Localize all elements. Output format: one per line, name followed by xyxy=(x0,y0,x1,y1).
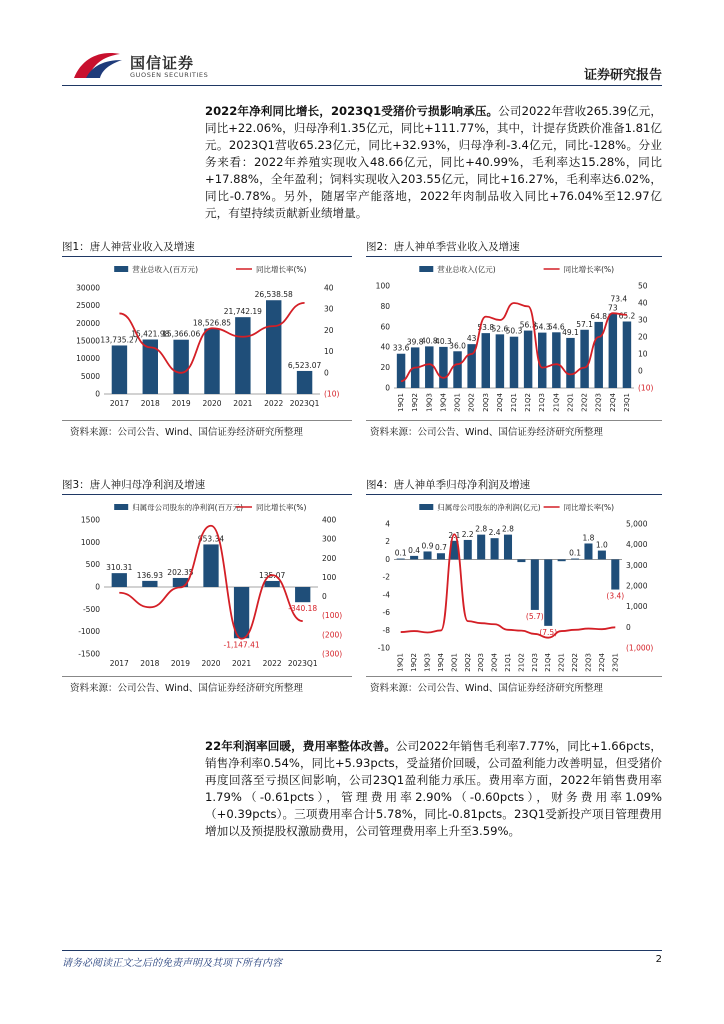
bar xyxy=(609,314,617,388)
y-left-tick: 2 xyxy=(385,537,390,547)
data-label: 0.1 xyxy=(394,548,407,558)
legend-bar-swatch xyxy=(419,266,433,272)
figure-2-rule xyxy=(366,256,662,257)
data-label: 136.93 xyxy=(136,570,163,580)
x-tick-label: 22Q3 xyxy=(584,653,593,672)
paragraph-lead: 22年利润率回暖，费用率整体改善。 xyxy=(205,739,396,753)
legend-bar-swatch xyxy=(114,266,128,272)
figure-3-chart xyxy=(62,496,352,674)
data-label: 54.6 xyxy=(548,322,565,332)
x-tick-label: 20Q4 xyxy=(495,393,504,412)
data-label: 2.8 xyxy=(475,524,488,534)
data-label: 40.8 xyxy=(420,336,438,346)
y-left-tick: -500 xyxy=(82,604,100,614)
legend-bar-swatch xyxy=(419,504,433,510)
data-label: (5.7) xyxy=(525,611,544,621)
figure-4-source-rule xyxy=(366,676,662,677)
legend-line-label: 同比增长率(%) xyxy=(563,265,615,274)
x-tick-label: 20Q1 xyxy=(453,393,462,412)
guosen-logo xyxy=(72,48,272,84)
x-tick-label: 2020 xyxy=(201,659,221,668)
data-label: 0.9 xyxy=(421,541,434,551)
x-tick-label: 22Q2 xyxy=(580,393,589,412)
x-tick-label: 2018 xyxy=(140,659,160,668)
figure-2-chart xyxy=(366,258,662,418)
data-label: 50.3 xyxy=(505,326,523,336)
bar xyxy=(623,321,631,388)
y-right-tick: 0 xyxy=(626,622,631,632)
legend-bar-label: 归属母公司股东的净利润(百万元) xyxy=(132,503,244,512)
y-left-tick: -1500 xyxy=(78,649,100,659)
data-label: 43 xyxy=(466,334,477,344)
data-label: 39.8 xyxy=(406,337,424,347)
bar xyxy=(477,535,485,560)
figure-1-chart xyxy=(62,258,352,418)
x-tick-label: 19Q2 xyxy=(411,393,420,412)
x-tick-label: 2021 xyxy=(233,399,253,408)
bar xyxy=(496,334,504,388)
data-label: 36.0 xyxy=(449,341,466,351)
y-left-tick: 15000 xyxy=(76,336,100,346)
bar xyxy=(397,559,405,560)
x-tick-label: 21Q2 xyxy=(517,653,526,672)
y-left-tick: 80 xyxy=(380,301,390,311)
y-right-tick: 2,000 xyxy=(626,581,648,591)
report-type-label: 证券研究报告 xyxy=(583,68,662,83)
y-left-tick: 25000 xyxy=(76,301,100,311)
y-left-tick: 5000 xyxy=(80,371,100,381)
c4-legend xyxy=(419,502,614,512)
figure-3-title: 图3：唐人神归母净利润及增速 xyxy=(62,479,206,491)
x-tick-label: 2019 xyxy=(171,399,191,408)
x-tick-label: 19Q2 xyxy=(410,653,419,672)
paragraph-revenue-summary xyxy=(205,103,662,222)
legend-line-label: 同比增长率(%) xyxy=(563,503,615,512)
y-left-tick: -2 xyxy=(382,572,390,582)
y-right-tick: 100 xyxy=(322,572,337,582)
x-tick-label: 21Q3 xyxy=(538,393,547,412)
bar xyxy=(203,544,218,587)
c3-svg xyxy=(62,496,352,674)
y-left-tick: 100 xyxy=(375,281,390,291)
x-tick-label: 2023Q1 xyxy=(289,399,320,408)
y-right-tick: 30 xyxy=(324,304,334,314)
x-tick-label: 22Q4 xyxy=(608,393,617,412)
c1-legend xyxy=(114,264,306,274)
c2-legend xyxy=(419,264,614,274)
figure-2-source-rule xyxy=(366,420,662,421)
bar xyxy=(524,331,532,388)
bar xyxy=(598,551,606,560)
y-right-tick: 0 xyxy=(322,592,327,602)
figure-3-source: 资料来源：公司公告、Wind、国信证券经济研究所整理 xyxy=(70,683,303,694)
x-tick-label: 2017 xyxy=(109,659,129,668)
data-label: 56.3 xyxy=(519,320,537,330)
bar xyxy=(566,338,574,388)
legend-bar-label: 归属母公司股东的净利润(亿元) xyxy=(437,503,541,512)
x-tick-label: 21Q1 xyxy=(504,653,512,672)
x-tick-label: 2022 xyxy=(262,659,282,668)
data-label: -340.18 xyxy=(288,604,318,614)
bar xyxy=(410,556,418,560)
y-right-tick: 300 xyxy=(322,534,337,544)
legend-bar-swatch xyxy=(114,504,128,510)
figure-4-chart xyxy=(366,496,662,674)
data-label: 0.7 xyxy=(434,543,447,553)
logo-text-en: GUOSEN SECURITIES xyxy=(130,71,209,79)
figure-2-source: 资料来源：公司公告、Wind、国信证券经济研究所整理 xyxy=(370,427,603,438)
figure-1-source: 资料来源：公司公告、Wind、国信证券经济研究所整理 xyxy=(70,427,303,438)
y-left-tick: 0 xyxy=(95,389,100,399)
x-tick-label: 20Q1 xyxy=(450,653,459,672)
y-left-tick: 60 xyxy=(380,322,390,332)
bar xyxy=(297,371,312,394)
data-label: 33.6 xyxy=(392,343,410,353)
y-right-tick: 400 xyxy=(322,515,337,525)
data-label: 18,526.85 xyxy=(192,318,232,328)
bar xyxy=(510,337,518,388)
x-tick-label: 23Q1 xyxy=(622,393,631,412)
logo-text-cn: 国信证券 xyxy=(130,54,195,72)
data-label: 52.6 xyxy=(491,324,509,334)
data-label: -1,147.41 xyxy=(223,640,260,650)
y-right-tick: 5,000 xyxy=(626,519,648,529)
bar xyxy=(397,354,405,388)
bar xyxy=(584,543,592,559)
y-right-tick: (100) xyxy=(322,611,343,621)
y-left-tick: -1000 xyxy=(78,627,100,637)
data-label: 2.2 xyxy=(461,529,474,539)
data-label: 15,366.06 xyxy=(162,329,201,339)
bar xyxy=(453,351,461,388)
data-label: 310.31 xyxy=(106,563,133,573)
y-left-tick: 40 xyxy=(380,342,390,352)
x-tick-label: 20Q3 xyxy=(477,653,486,672)
bar xyxy=(235,317,250,394)
x-tick-label: 21Q4 xyxy=(544,653,553,672)
data-label: 54.3 xyxy=(533,322,551,332)
x-tick-label: 2023Q1 xyxy=(287,659,318,668)
c2-svg xyxy=(366,258,662,418)
y-right-tick: (1,000) xyxy=(626,643,654,653)
bar xyxy=(295,587,310,602)
y-left-tick: 500 xyxy=(85,560,100,570)
y-right-tick: 20 xyxy=(324,325,334,335)
x-tick-label: 19Q4 xyxy=(436,653,445,672)
legend-bar-label: 营业总收入(百万元) xyxy=(132,265,199,274)
bar xyxy=(611,559,619,589)
y-left-tick: 20000 xyxy=(76,318,100,328)
data-label: 1.0 xyxy=(595,540,608,550)
bar xyxy=(425,346,433,388)
figure-4-rule xyxy=(366,494,662,495)
y-right-tick: (200) xyxy=(322,630,343,640)
guosen-logo-icon xyxy=(72,48,124,82)
figure-1-source-rule xyxy=(62,420,352,421)
data-label: 57.1 xyxy=(576,319,593,329)
data-label: 65.2 xyxy=(618,311,636,321)
y-left-tick: 1000 xyxy=(80,537,100,547)
bar xyxy=(552,332,560,388)
data-label: 2.8 xyxy=(502,524,514,534)
c4-svg xyxy=(366,496,662,674)
figure-4-source: 资料来源：公司公告、Wind、国信证券经济研究所整理 xyxy=(370,683,603,694)
header-divider xyxy=(62,85,662,86)
bar xyxy=(544,559,552,625)
bar xyxy=(112,345,127,394)
bar xyxy=(482,333,490,388)
y-left-tick: 10000 xyxy=(76,354,100,364)
data-label: 202.35 xyxy=(167,567,194,577)
bar xyxy=(504,535,512,560)
y-left-tick: 0 xyxy=(385,554,390,564)
c1-svg xyxy=(62,258,352,418)
x-tick-label: 19Q3 xyxy=(423,653,432,672)
bar xyxy=(580,330,588,388)
legend-line-label: 同比增长率(%) xyxy=(256,503,307,512)
bar xyxy=(571,559,579,560)
bar xyxy=(234,587,249,638)
y-right-tick: 0 xyxy=(324,368,329,378)
footer-divider xyxy=(62,950,662,951)
data-label: 0.4 xyxy=(408,545,421,555)
y-left-tick: 20 xyxy=(380,363,390,373)
y-right-tick: 40 xyxy=(324,283,334,293)
data-label: 2.4 xyxy=(488,528,501,538)
x-tick-label: 2017 xyxy=(109,399,129,408)
bar xyxy=(204,329,219,394)
data-label: 0.1 xyxy=(569,548,582,558)
y-right-tick: (10) xyxy=(638,383,654,393)
x-tick-label: 23Q1 xyxy=(611,653,620,672)
y-right-tick: 1,000 xyxy=(626,602,648,612)
data-label: 73 xyxy=(608,303,618,313)
y-left-tick: -10 xyxy=(377,643,390,653)
data-label: 21,742.19 xyxy=(223,307,262,317)
data-label: 6,523.07 xyxy=(287,360,322,370)
data-label: 953.34 xyxy=(197,534,225,544)
x-tick-label: 22Q1 xyxy=(566,393,575,412)
x-tick-label: 20Q2 xyxy=(463,653,472,672)
bar xyxy=(464,540,472,559)
y-right-tick: (300) xyxy=(322,649,343,659)
data-label: (7.5) xyxy=(539,627,558,637)
footer-disclaimer: 请务必阅读正文之后的免责声明及其项下所有内容 xyxy=(62,958,282,969)
legend-bar-label: 营业总收入(亿元) xyxy=(437,265,496,274)
y-left-tick: -8 xyxy=(382,625,390,635)
y-right-tick: (10) xyxy=(324,389,340,399)
bar xyxy=(437,553,445,559)
x-tick-label: 21Q3 xyxy=(530,653,539,672)
y-right-tick: 200 xyxy=(322,553,337,563)
data-label: 64.8 xyxy=(590,311,608,321)
bar xyxy=(517,559,525,562)
figure-4-title: 图4：唐人神单季归母净利润及增速 xyxy=(366,479,531,491)
x-tick-label: 2021 xyxy=(232,659,252,668)
bar xyxy=(173,340,188,394)
x-tick-label: 19Q1 xyxy=(396,653,405,672)
bar xyxy=(424,551,432,559)
y-right-tick: 30 xyxy=(638,315,648,325)
y-left-tick: 4 xyxy=(385,519,390,529)
x-tick-label: 22Q3 xyxy=(594,393,603,412)
bar xyxy=(558,559,566,561)
y-right-tick: 4,000 xyxy=(626,540,648,550)
y-right-tick: 20 xyxy=(638,332,648,342)
data-label: 26,538.58 xyxy=(254,290,293,300)
paragraph-margin-summary xyxy=(205,738,662,840)
paragraph-body: 公司2022年营收265.39亿元，同比+22.06%，归母净利1.35亿元，同比+111.77%，其中，计提存货跌价准备1.81亿元。2023Q1营收65.23亿元，同比+32.93%，归母净利-3.4亿元，同比-128%。分业务来看：2022年养殖实现收入48.66亿元，同比+40.99%，毛利率达15.28%，同比+17.88%，全年盈利；饲料实现收入203.55亿元，同比+16.27%，毛利率达6.02%，同比-0.78%。另外，随屠宰产能落地，2022年肉制品收入同比+76.04%至12.97亿元，有望持续贡献新业绩增量。 xyxy=(205,104,662,220)
page-number: 2 xyxy=(655,954,662,965)
figure-3-source-rule xyxy=(62,676,352,677)
y-left-tick: 30000 xyxy=(76,283,100,293)
figure-2-title: 图2：唐人神单季营业收入及增速 xyxy=(366,241,520,253)
x-tick-label: 22Q2 xyxy=(571,653,580,672)
bar xyxy=(266,300,281,394)
x-tick-label: 21Q2 xyxy=(524,393,533,412)
data-label: 40.3 xyxy=(435,336,452,346)
paragraph-body: 公司2022年销售毛利率7.77%，同比+1.66pcts，销售净利率0.54%，同比+5.93pcts，受益猪价回暖，公司盈利能力改善明显，但受猪价再度回落至亏损区间影响，公司23Q1盈利能力承压。费用率方面，2022年销售费用率1.79%（-0.61pcts），管理费用率2.90%（-0.60pcts），财务费用率1.09%（+0.39pcts）。三项费用率合计5.78%，同比-0.81pcts。23Q1受新投产项目管理费用增加以及预提股权激励费用，公司管理费用率上升至3.59%。 xyxy=(205,739,662,838)
bar xyxy=(439,347,447,388)
y-right-tick: 10 xyxy=(324,347,334,357)
c3-legend xyxy=(114,502,306,512)
data-label: 53.8 xyxy=(477,323,495,333)
y-left-tick: 1500 xyxy=(80,515,100,525)
y-right-tick: 3,000 xyxy=(626,560,648,570)
bar xyxy=(531,559,539,609)
y-right-tick: 50 xyxy=(638,281,648,291)
x-tick-label: 20Q4 xyxy=(490,653,499,672)
x-tick-label: 21Q4 xyxy=(552,393,561,412)
x-tick-label: 20Q3 xyxy=(481,393,490,412)
figure-3-rule xyxy=(62,494,352,495)
x-tick-label: 20Q2 xyxy=(467,393,476,412)
y-left-tick: 0 xyxy=(95,582,100,592)
bar xyxy=(142,581,157,587)
x-tick-label: 19Q1 xyxy=(397,393,406,412)
x-tick-label: 21Q1 xyxy=(510,393,518,412)
legend-line-label: 同比增长率(%) xyxy=(256,265,307,274)
paragraph-lead: 2022年净利同比增长，2023Q1受猪价亏损影响承压。 xyxy=(205,104,499,118)
data-label: 49.1 xyxy=(562,327,579,337)
data-label: 135.07 xyxy=(259,570,286,580)
figure-1-rule xyxy=(62,256,352,257)
x-tick-label: 2020 xyxy=(202,399,222,408)
x-tick-label: 22Q1 xyxy=(557,653,566,672)
y-left-tick: -4 xyxy=(382,590,390,600)
data-label: 13,735.27 xyxy=(100,335,139,345)
data-label: 2.1 xyxy=(448,530,461,540)
figure-1-title: 图1：唐人神营业收入及增速 xyxy=(62,241,195,253)
y-right-tick: 10 xyxy=(638,349,648,359)
bar xyxy=(491,538,499,559)
bar xyxy=(594,322,602,388)
bar xyxy=(112,573,127,587)
y-right-tick: 0 xyxy=(638,366,643,376)
x-tick-label: 2022 xyxy=(264,399,284,408)
x-tick-label: 2018 xyxy=(140,399,160,408)
y-left-tick: -6 xyxy=(382,608,390,618)
x-tick-label: 19Q3 xyxy=(425,393,434,412)
data-label: 15,421.98 xyxy=(131,329,170,339)
page-header xyxy=(62,44,662,86)
x-tick-label: 2019 xyxy=(170,659,190,668)
y-left-tick: 0 xyxy=(385,383,390,393)
x-tick-label: 22Q4 xyxy=(597,653,606,672)
data-label: (3.4) xyxy=(606,591,625,601)
data-label: 73.4 xyxy=(610,294,628,304)
data-label: 1.8 xyxy=(582,533,595,543)
x-tick-label: 19Q4 xyxy=(439,393,448,412)
bar xyxy=(265,581,280,587)
y-right-tick: 40 xyxy=(638,298,648,308)
